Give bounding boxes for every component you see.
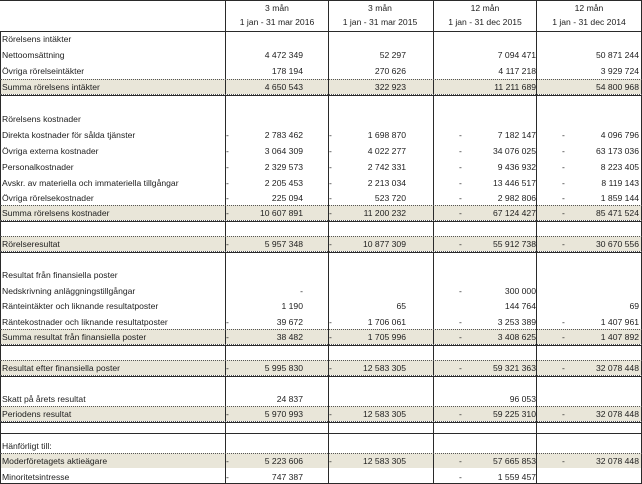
dotted-separator bbox=[0, 79, 642, 80]
col-header-q1-2016-range: 1 jan - 31 mar 2016 bbox=[239, 17, 315, 27]
col-header-fy-2015-period: 12 mån bbox=[470, 3, 500, 13]
table-row bbox=[0, 190, 642, 205]
value-cell: 1 706 061 bbox=[367, 316, 406, 327]
minus-sign: - bbox=[459, 455, 462, 466]
column-border bbox=[536, 0, 537, 484]
row-border bbox=[0, 0, 642, 1]
value-cell bbox=[465, 111, 536, 126]
row-label: Övriga rörelsekostnader bbox=[2, 192, 94, 203]
minus-sign: - bbox=[329, 316, 332, 327]
value-cell: 96 053 bbox=[509, 393, 536, 404]
row-label: Rörelsens intäkter bbox=[2, 33, 72, 44]
value-cell bbox=[232, 438, 303, 453]
minus-sign: - bbox=[226, 408, 229, 419]
minus-sign: - bbox=[562, 161, 565, 172]
row-border bbox=[0, 95, 642, 96]
minus-sign: - bbox=[459, 316, 462, 327]
value-cell: 2 982 806 bbox=[497, 192, 536, 203]
table-row bbox=[0, 236, 642, 251]
value-cell: 2 742 331 bbox=[367, 161, 406, 172]
dotted-separator bbox=[0, 453, 642, 454]
col-header-q1-2015-period: 3 mån bbox=[368, 3, 392, 13]
table-row bbox=[0, 453, 642, 468]
minus-sign: - bbox=[459, 207, 462, 218]
value-cell: 1 559 457 bbox=[497, 471, 536, 482]
table-row bbox=[0, 406, 642, 421]
row-label: Räntekostnader och liknande resultatposter bbox=[2, 316, 168, 327]
row-label: Rörelseresultat bbox=[2, 238, 60, 249]
minus-sign: - bbox=[562, 238, 565, 249]
value-cell: 32 078 448 bbox=[595, 455, 639, 466]
value-cell: 32 078 448 bbox=[595, 362, 639, 373]
value-cell: 50 871 244 bbox=[595, 49, 639, 60]
table-row bbox=[0, 31, 642, 46]
table-row bbox=[0, 175, 642, 190]
row-label: Personalkostnader bbox=[2, 161, 74, 172]
minus-sign: - bbox=[562, 129, 565, 140]
minus-sign: - bbox=[562, 192, 565, 203]
row-label: Avskr. av materiella och immateriella tillgångar bbox=[2, 177, 179, 188]
table-row bbox=[0, 438, 642, 453]
value-cell bbox=[335, 469, 406, 484]
minus-sign: - bbox=[562, 207, 565, 218]
minus-sign: - bbox=[562, 316, 565, 327]
value-cell: 52 297 bbox=[379, 49, 406, 60]
minus-sign: - bbox=[562, 331, 565, 342]
minus-sign: - bbox=[329, 129, 332, 140]
dotted-separator bbox=[0, 251, 642, 252]
row-label: Resultat från finansiella poster bbox=[2, 269, 118, 280]
value-cell bbox=[568, 391, 639, 406]
dotted-separator bbox=[0, 360, 642, 361]
dotted-separator bbox=[0, 329, 642, 330]
value-cell bbox=[335, 267, 406, 282]
minus-sign: - bbox=[459, 285, 462, 296]
value-cell bbox=[568, 469, 639, 484]
minus-sign: - bbox=[459, 145, 462, 156]
value-cell: 12 583 305 bbox=[362, 408, 406, 419]
value-cell bbox=[232, 267, 303, 282]
minus-sign: - bbox=[226, 192, 229, 203]
row-label: Moderföretagets aktieägare bbox=[2, 455, 108, 466]
value-cell: 5 995 830 bbox=[264, 362, 303, 373]
value-cell: 5 223 606 bbox=[264, 455, 303, 466]
value-cell: 1 407 892 bbox=[600, 331, 639, 342]
value-cell: 8 119 143 bbox=[601, 177, 639, 188]
table-row bbox=[0, 205, 642, 220]
dotted-separator bbox=[0, 344, 642, 345]
table-row bbox=[0, 391, 642, 406]
value-cell: 2 329 573 bbox=[264, 161, 303, 172]
value-cell: 11 200 232 bbox=[363, 207, 406, 218]
value-cell: 4 117 218 bbox=[498, 65, 536, 76]
value-cell bbox=[568, 31, 639, 46]
minus-sign: - bbox=[329, 331, 332, 342]
dotted-separator bbox=[0, 220, 642, 221]
minus-sign: - bbox=[329, 408, 332, 419]
value-cell: 10 877 309 bbox=[362, 238, 406, 249]
minus-sign: - bbox=[459, 471, 462, 482]
table-row bbox=[0, 469, 642, 484]
minus-sign: - bbox=[562, 362, 565, 373]
value-cell: 3 929 724 bbox=[600, 65, 639, 76]
value-cell bbox=[232, 111, 303, 126]
minus-sign: - bbox=[459, 177, 462, 188]
value-cell: 5 970 993 bbox=[264, 408, 303, 419]
col-header-q1-2016-period: 3 mån bbox=[265, 3, 289, 13]
value-cell: 12 583 305 bbox=[362, 455, 406, 466]
table-row bbox=[0, 159, 642, 174]
value-cell: 747 387 bbox=[271, 471, 303, 482]
row-label: Summa resultat från finansiella poster bbox=[2, 331, 147, 342]
minus-sign: - bbox=[459, 408, 462, 419]
row-border bbox=[0, 422, 642, 423]
value-cell: 523 720 bbox=[374, 192, 406, 203]
value-cell bbox=[232, 31, 303, 46]
row-label: Nedskrivning anläggningstillgångar bbox=[2, 285, 136, 296]
value-cell bbox=[335, 438, 406, 453]
table-row bbox=[0, 267, 642, 282]
minus-sign: - bbox=[226, 161, 229, 172]
row-border bbox=[0, 221, 642, 222]
column-border bbox=[433, 0, 434, 484]
value-cell: 225 094 bbox=[271, 192, 303, 203]
value-cell: 30 670 556 bbox=[595, 238, 639, 249]
value-cell: 178 194 bbox=[271, 65, 303, 76]
col-header-fy-2014-range: 1 jan - 31 dec 2014 bbox=[552, 17, 626, 27]
value-cell: 12 583 305 bbox=[362, 362, 406, 373]
value-cell bbox=[568, 283, 639, 298]
minus-sign: - bbox=[329, 207, 332, 218]
row-border bbox=[0, 345, 642, 346]
row-label: Nettoomsättning bbox=[2, 49, 65, 60]
minus-sign: - bbox=[459, 161, 462, 172]
minus-sign: - bbox=[226, 177, 229, 188]
table-row bbox=[0, 127, 642, 142]
row-label: Summa rörelsens intäkter bbox=[2, 81, 100, 92]
minus-sign: - bbox=[329, 192, 332, 203]
dotted-separator bbox=[0, 236, 642, 237]
minus-sign: - bbox=[226, 455, 229, 466]
row-label: Periodens resultat bbox=[2, 408, 72, 419]
value-cell: 3 408 625 bbox=[497, 331, 536, 342]
row-label: Summa rörelsens kostnader bbox=[2, 207, 110, 218]
col-header-fy-2014-period: 12 mån bbox=[574, 3, 604, 13]
value-cell bbox=[335, 391, 406, 406]
row-label: Rörelsens kostnader bbox=[2, 113, 81, 124]
minus-sign: - bbox=[562, 145, 565, 156]
value-cell: 4 650 543 bbox=[264, 81, 303, 92]
minus-sign: - bbox=[459, 129, 462, 140]
row-label: Skatt på årets resultat bbox=[2, 393, 86, 404]
minus-sign: - bbox=[226, 362, 229, 373]
value-cell: 32 078 448 bbox=[595, 408, 639, 419]
column-border bbox=[328, 0, 329, 484]
dotted-separator bbox=[0, 406, 642, 407]
value-cell: 5 957 348 bbox=[264, 238, 303, 249]
table-row bbox=[0, 298, 642, 313]
dotted-separator bbox=[0, 94, 642, 95]
value-cell: 1 705 996 bbox=[367, 331, 406, 342]
value-cell: 57 665 853 bbox=[492, 455, 536, 466]
minus-sign: - bbox=[329, 455, 332, 466]
value-cell: 7 182 147 bbox=[497, 129, 536, 140]
value-cell: 4 022 277 bbox=[367, 145, 406, 156]
value-cell: 10 607 891 bbox=[259, 207, 303, 218]
value-cell: 13 446 517 bbox=[492, 177, 536, 188]
table-row bbox=[0, 360, 642, 375]
table-row bbox=[0, 47, 642, 62]
col-header-fy-2015-range: 1 jan - 31 dec 2015 bbox=[448, 17, 522, 27]
value-cell bbox=[465, 31, 536, 46]
minus-sign: - bbox=[459, 331, 462, 342]
value-cell bbox=[465, 438, 536, 453]
value-cell: 4 472 349 bbox=[264, 49, 303, 60]
value-cell: 2 213 034 bbox=[367, 177, 406, 188]
minus-sign: - bbox=[329, 177, 332, 188]
value-cell: 3 253 389 bbox=[497, 316, 536, 327]
minus-sign: - bbox=[562, 177, 565, 188]
value-cell bbox=[335, 31, 406, 46]
value-cell: 4 096 796 bbox=[600, 129, 639, 140]
column-border bbox=[225, 0, 226, 484]
table-row bbox=[0, 111, 642, 126]
value-cell: 1 407 961 bbox=[600, 316, 639, 327]
row-border bbox=[0, 31, 642, 32]
minus-sign: - bbox=[329, 145, 332, 156]
row-label: Övriga rörelseintäkter bbox=[2, 65, 85, 76]
value-cell: 85 471 524 bbox=[595, 207, 639, 218]
minus-sign: - bbox=[226, 316, 229, 327]
value-cell bbox=[335, 283, 406, 298]
value-cell: 54 800 968 bbox=[595, 81, 639, 92]
value-cell: 65 bbox=[396, 300, 406, 311]
minus-sign: - bbox=[226, 129, 229, 140]
value-cell: 270 626 bbox=[374, 65, 406, 76]
minus-sign: - bbox=[226, 238, 229, 249]
value-cell: 55 912 738 bbox=[492, 238, 536, 249]
value-cell: 1 190 bbox=[281, 300, 303, 311]
minus-sign: - bbox=[329, 238, 332, 249]
dotted-separator bbox=[0, 375, 642, 376]
value-cell: 59 321 363 bbox=[492, 362, 536, 373]
table-row bbox=[0, 63, 642, 78]
value-cell: 24 837 bbox=[276, 393, 303, 404]
table-row bbox=[0, 329, 642, 344]
table-row bbox=[0, 79, 642, 94]
value-cell: 3 064 309 bbox=[264, 145, 303, 156]
table-row bbox=[0, 283, 642, 298]
value-cell bbox=[568, 267, 639, 282]
value-cell: 38 482 bbox=[276, 331, 303, 342]
table-row bbox=[0, 143, 642, 158]
value-cell: 9 436 932 bbox=[497, 161, 536, 172]
value-cell bbox=[568, 111, 639, 126]
minus-sign: - bbox=[226, 145, 229, 156]
table-row bbox=[0, 314, 642, 329]
row-label: Resultat efter finansiella poster bbox=[2, 362, 120, 373]
value-cell: 144 764 bbox=[504, 300, 536, 311]
value-cell: 7 094 471 bbox=[497, 49, 536, 60]
minus-sign: - bbox=[562, 455, 565, 466]
minus-sign: - bbox=[329, 161, 332, 172]
value-cell: 69 bbox=[629, 300, 639, 311]
value-cell: 11 211 689 bbox=[494, 81, 536, 92]
row-border bbox=[0, 433, 642, 434]
row-label: Direkta kostnader för sålda tjänster bbox=[2, 129, 136, 140]
minus-sign: - bbox=[459, 238, 462, 249]
row-border bbox=[0, 376, 642, 377]
value-cell: 63 173 036 bbox=[595, 145, 639, 156]
minus-sign: - bbox=[329, 362, 332, 373]
value-cell: 8 223 405 bbox=[600, 161, 639, 172]
value-cell: 67 124 427 bbox=[492, 207, 536, 218]
value-cell: 2 205 453 bbox=[264, 177, 303, 188]
minus-sign: - bbox=[562, 408, 565, 419]
value-cell: 34 076 025 bbox=[492, 145, 536, 156]
row-border bbox=[0, 252, 642, 253]
value-cell bbox=[465, 267, 536, 282]
left-border bbox=[0, 31, 1, 484]
value-cell: 300 000 bbox=[504, 285, 536, 296]
value-cell: 1 698 870 bbox=[367, 129, 406, 140]
value-cell: 1 859 144 bbox=[600, 192, 639, 203]
row-label: Hänförligt till: bbox=[2, 440, 52, 451]
value-cell bbox=[335, 111, 406, 126]
minus-sign: - bbox=[226, 471, 229, 482]
row-label: Minoritetsintresse bbox=[2, 471, 70, 482]
value-cell: 39 672 bbox=[276, 316, 303, 327]
value-cell: 2 783 462 bbox=[264, 129, 303, 140]
row-label: Övriga externa kostnader bbox=[2, 145, 99, 156]
minus-sign: - bbox=[226, 331, 229, 342]
value-cell: 322 923 bbox=[374, 81, 406, 92]
dotted-separator bbox=[0, 205, 642, 206]
minus-sign: - bbox=[459, 362, 462, 373]
row-label: Ränteintäkter och liknande resultatposter bbox=[2, 300, 159, 311]
value-cell: 59 225 310 bbox=[492, 408, 536, 419]
value-cell bbox=[568, 438, 639, 453]
value-cell: - bbox=[300, 285, 303, 296]
minus-sign: - bbox=[459, 192, 462, 203]
minus-sign: - bbox=[226, 207, 229, 218]
col-header-q1-2015-range: 1 jan - 31 mar 2015 bbox=[342, 17, 418, 27]
dotted-separator bbox=[0, 421, 642, 422]
